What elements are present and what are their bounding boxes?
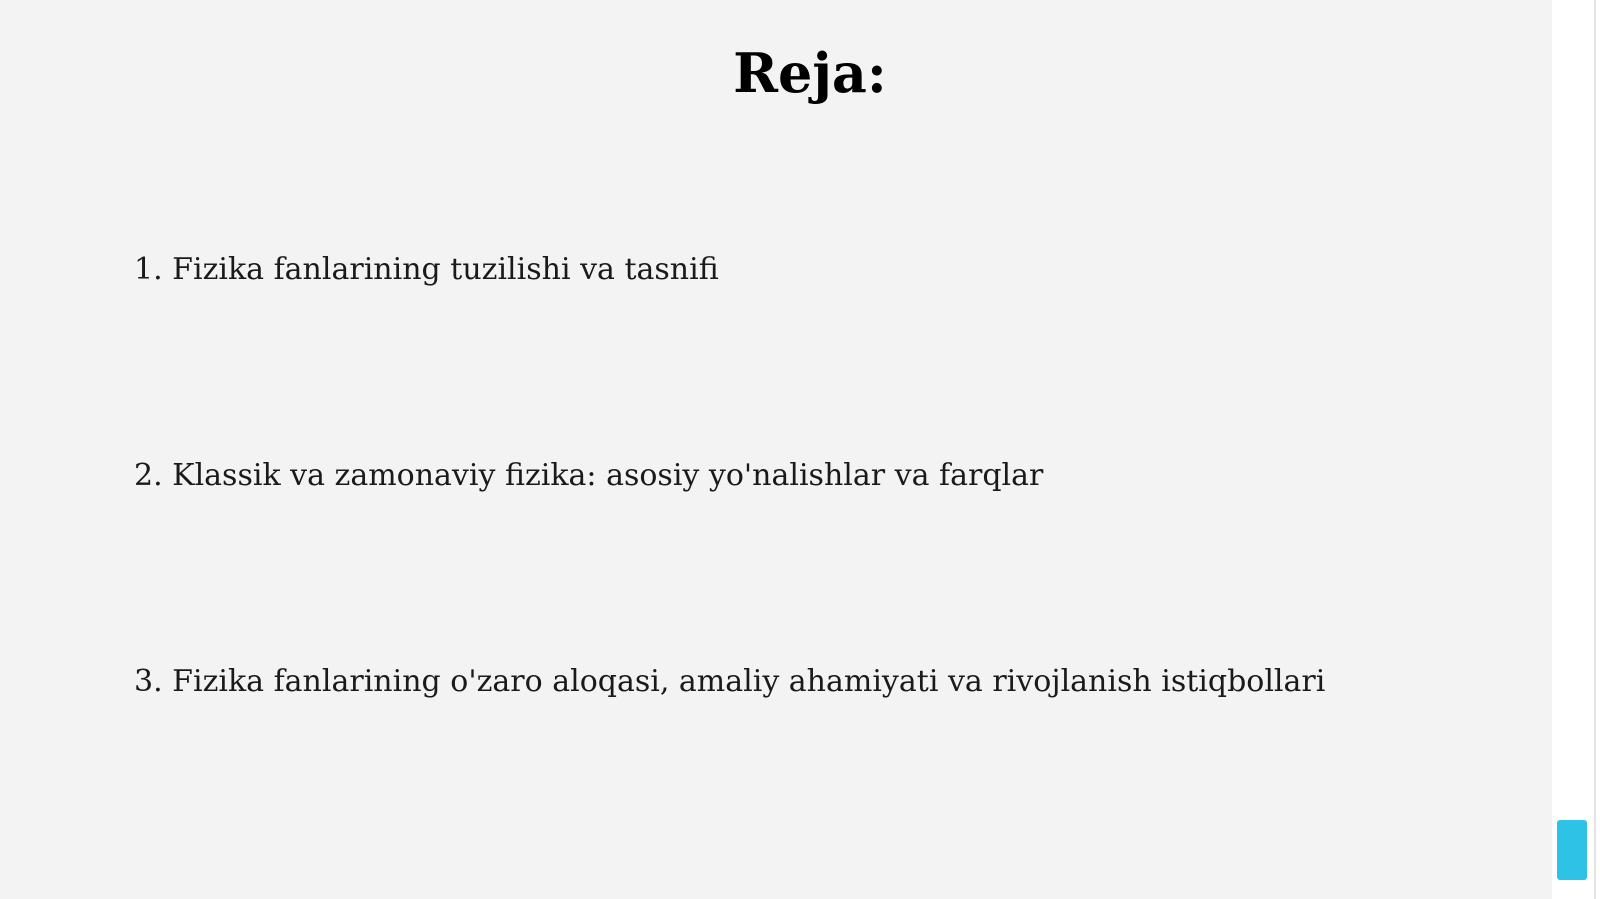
scrollbar-edge bbox=[1594, 0, 1596, 899]
plan-item: 3. Fizika fanlarining o'zaro aloqasi, amaliy ahamiyati va rivojlanish istiqbollari bbox=[134, 664, 1326, 699]
plan-item: 1. Fizika fanlarining tuzilishi va tasnifi bbox=[134, 252, 719, 287]
scrollbar-track[interactable] bbox=[1552, 0, 1600, 899]
scroll-handle[interactable] bbox=[1557, 820, 1587, 880]
slide-title: Reja: bbox=[733, 41, 887, 105]
plan-item: 2. Klassik va zamonaviy fizika: asosiy yo'nalishlar va farqlar bbox=[134, 458, 1044, 493]
